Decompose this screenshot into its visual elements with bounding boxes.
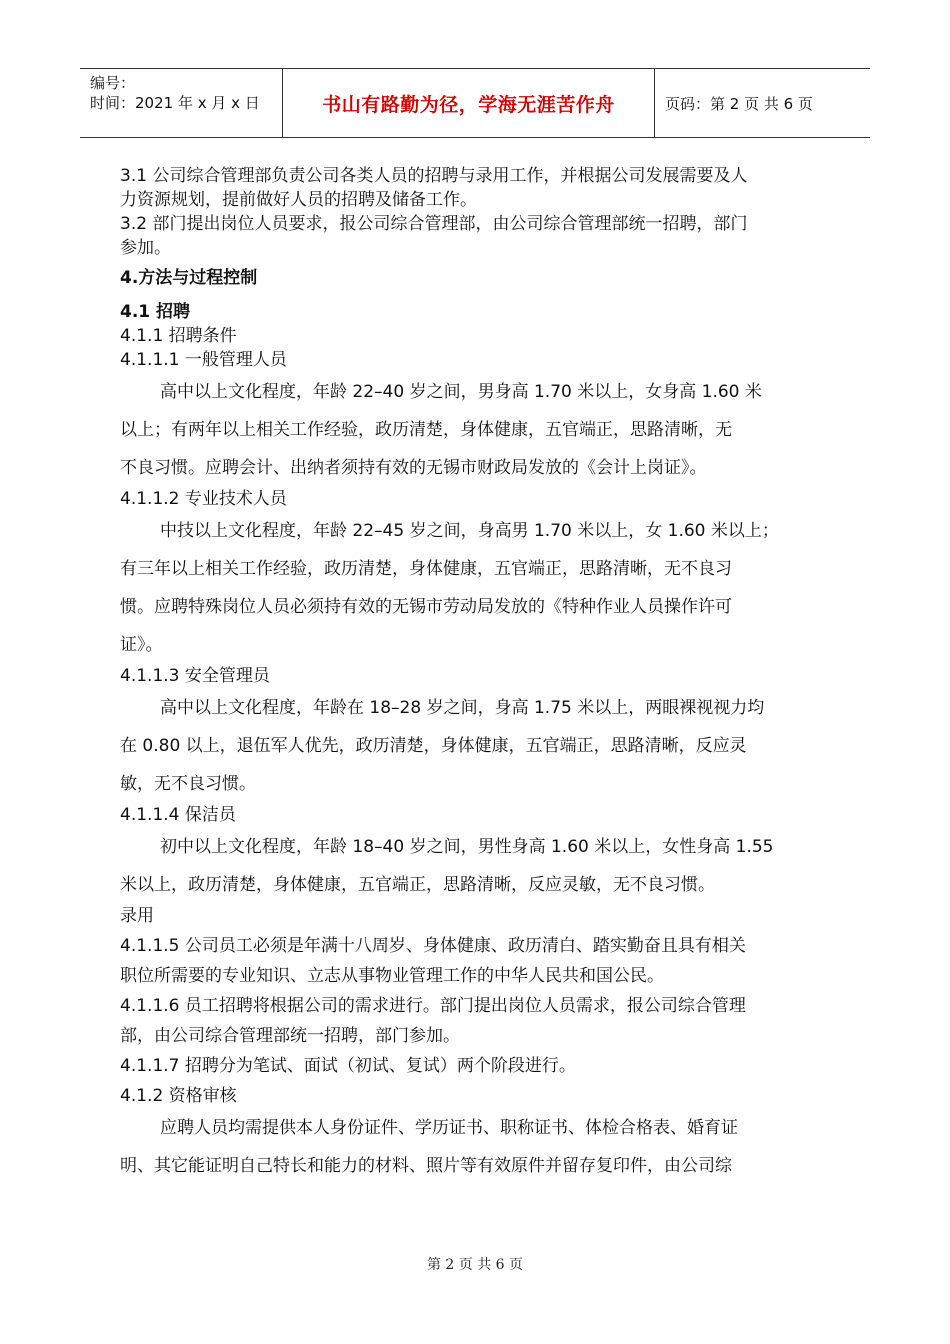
text-line: 惯。应聘特殊岗位人员必须持有效的无锡市劳动局发放的《特种作业人员操作许可 <box>120 597 732 617</box>
document-time: 时间：2021 年 x 月 x 日 <box>90 94 260 112</box>
page-footer: 第 2 页 共 6 页 <box>426 1257 524 1273</box>
paragraph-general-management <box>120 373 840 487</box>
heading-hire: 录用 <box>120 906 154 926</box>
text-line: 应聘人员均需提供本人身份证件、学历证书、职称证书、体检合格表、婚育证 <box>160 1118 738 1138</box>
heading-4-1-2: 4.1.2 资格审核 <box>120 1086 237 1106</box>
heading-4-1-1-4: 4.1.1.4 保洁员 <box>120 805 236 825</box>
text-line: 不良习惯。应聘会计、出纳者须持有效的无锡市财政局发放的《会计上岗证》。 <box>120 458 707 478</box>
heading-4-1-1-2: 4.1.1.2 专业技术人员 <box>120 489 287 509</box>
text-line: 高中以上文化程度，年龄在 18–28 岁之间，身高 1.75 米以上，两眼裸视视力均 <box>160 698 765 718</box>
paragraph-3-1-line: 力资源规划，提前做好人员的招聘及储备工作。 <box>120 190 477 210</box>
document-number-label: 编号： <box>90 74 136 92</box>
paragraph-qualification <box>120 1109 840 1185</box>
text-line: 米以上，政历清楚，身体健康，五官端正，思路清晰，反应灵敏，无不良习惯。 <box>120 875 715 895</box>
paragraph-4-1-1-6-line: 部，由公司综合管理部统一招聘，部门参加。 <box>120 1026 460 1046</box>
paragraph-4-1-1-5-line: 职位所需要的专业知识、立志从事物业管理工作的中华人民共和国公民。 <box>120 966 664 986</box>
header-meta-cell <box>80 69 283 137</box>
paragraph-technical-staff <box>120 512 840 664</box>
document-header <box>80 68 870 138</box>
text-line: 高中以上文化程度，年龄 22–40 岁之间，男身高 1.70 米以上，女身高 1.60 米 <box>160 382 762 402</box>
paragraph-cleaner <box>120 828 840 904</box>
text-line: 在 0.80 以上，退伍军人优先，政历清楚，身体健康，五官端正，思路清晰，反应灵 <box>120 736 747 756</box>
text-line: 有三年以上相关工作经验，政历清楚，身体健康，五官端正，思路清晰，无不良习 <box>120 559 732 579</box>
paragraph-4-1-1-5-line: 4.1.1.5 公司员工必须是年满十八周岁、身体健康、政历清白、踏实勤奋且具有相关 <box>120 936 746 956</box>
text-line: 中技以上文化程度，年龄 22–45 岁之间，身高男 1.70 米以上，女 1.60 米以上； <box>160 521 779 541</box>
paragraph-3-1-line: 3.1 公司综合管理部负责公司各类人员的招聘与录用工作，并根据公司发展需要及人 <box>120 166 748 186</box>
header-motto: 书山有路勤为径，学海无涯苦作舟 <box>283 69 655 137</box>
header-page-code: 页码：第 2 页 共 6 页 <box>665 94 813 113</box>
paragraph-3-2-line: 参加。 <box>120 238 171 258</box>
paragraph-4-1-1-7: 4.1.1.7 招聘分为笔试、面试（初试、复试）两个阶段进行。 <box>120 1056 576 1076</box>
heading-4-1-1-1: 4.1.1.1 一般管理人员 <box>120 350 287 370</box>
paragraph-3-2-line: 3.2 部门提出岗位人员要求，报公司综合管理部，由公司综合管理部统一招聘，部门 <box>120 214 748 234</box>
text-line: 明、其它能证明自己特长和能力的材料、照片等有效原件并留存复印件，由公司综 <box>120 1156 732 1176</box>
document-body <box>120 164 840 1185</box>
heading-4-1-1-3: 4.1.1.3 安全管理员 <box>120 666 270 686</box>
paragraph-safety-officer <box>120 689 840 803</box>
text-line: 敏，无不良习惯。 <box>120 774 256 794</box>
text-line: 证》。 <box>120 635 163 655</box>
heading-4: 4.方法与过程控制 <box>120 268 258 288</box>
paragraph-4-1-1-6-line: 4.1.1.6 员工招聘将根据公司的需求进行。部门提出岗位人员需求，报公司综合管理 <box>120 996 746 1016</box>
heading-4-1: 4.1 招聘 <box>120 302 191 322</box>
text-line: 以上；有两年以上相关工作经验，政历清楚，身体健康，五官端正，思路清晰，无 <box>120 420 732 440</box>
heading-4-1-1: 4.1.1 招聘条件 <box>120 326 237 346</box>
text-line: 初中以上文化程度，年龄 18–40 岁之间，男性身高 1.60 米以上，女性身高 1.55 <box>160 837 774 857</box>
